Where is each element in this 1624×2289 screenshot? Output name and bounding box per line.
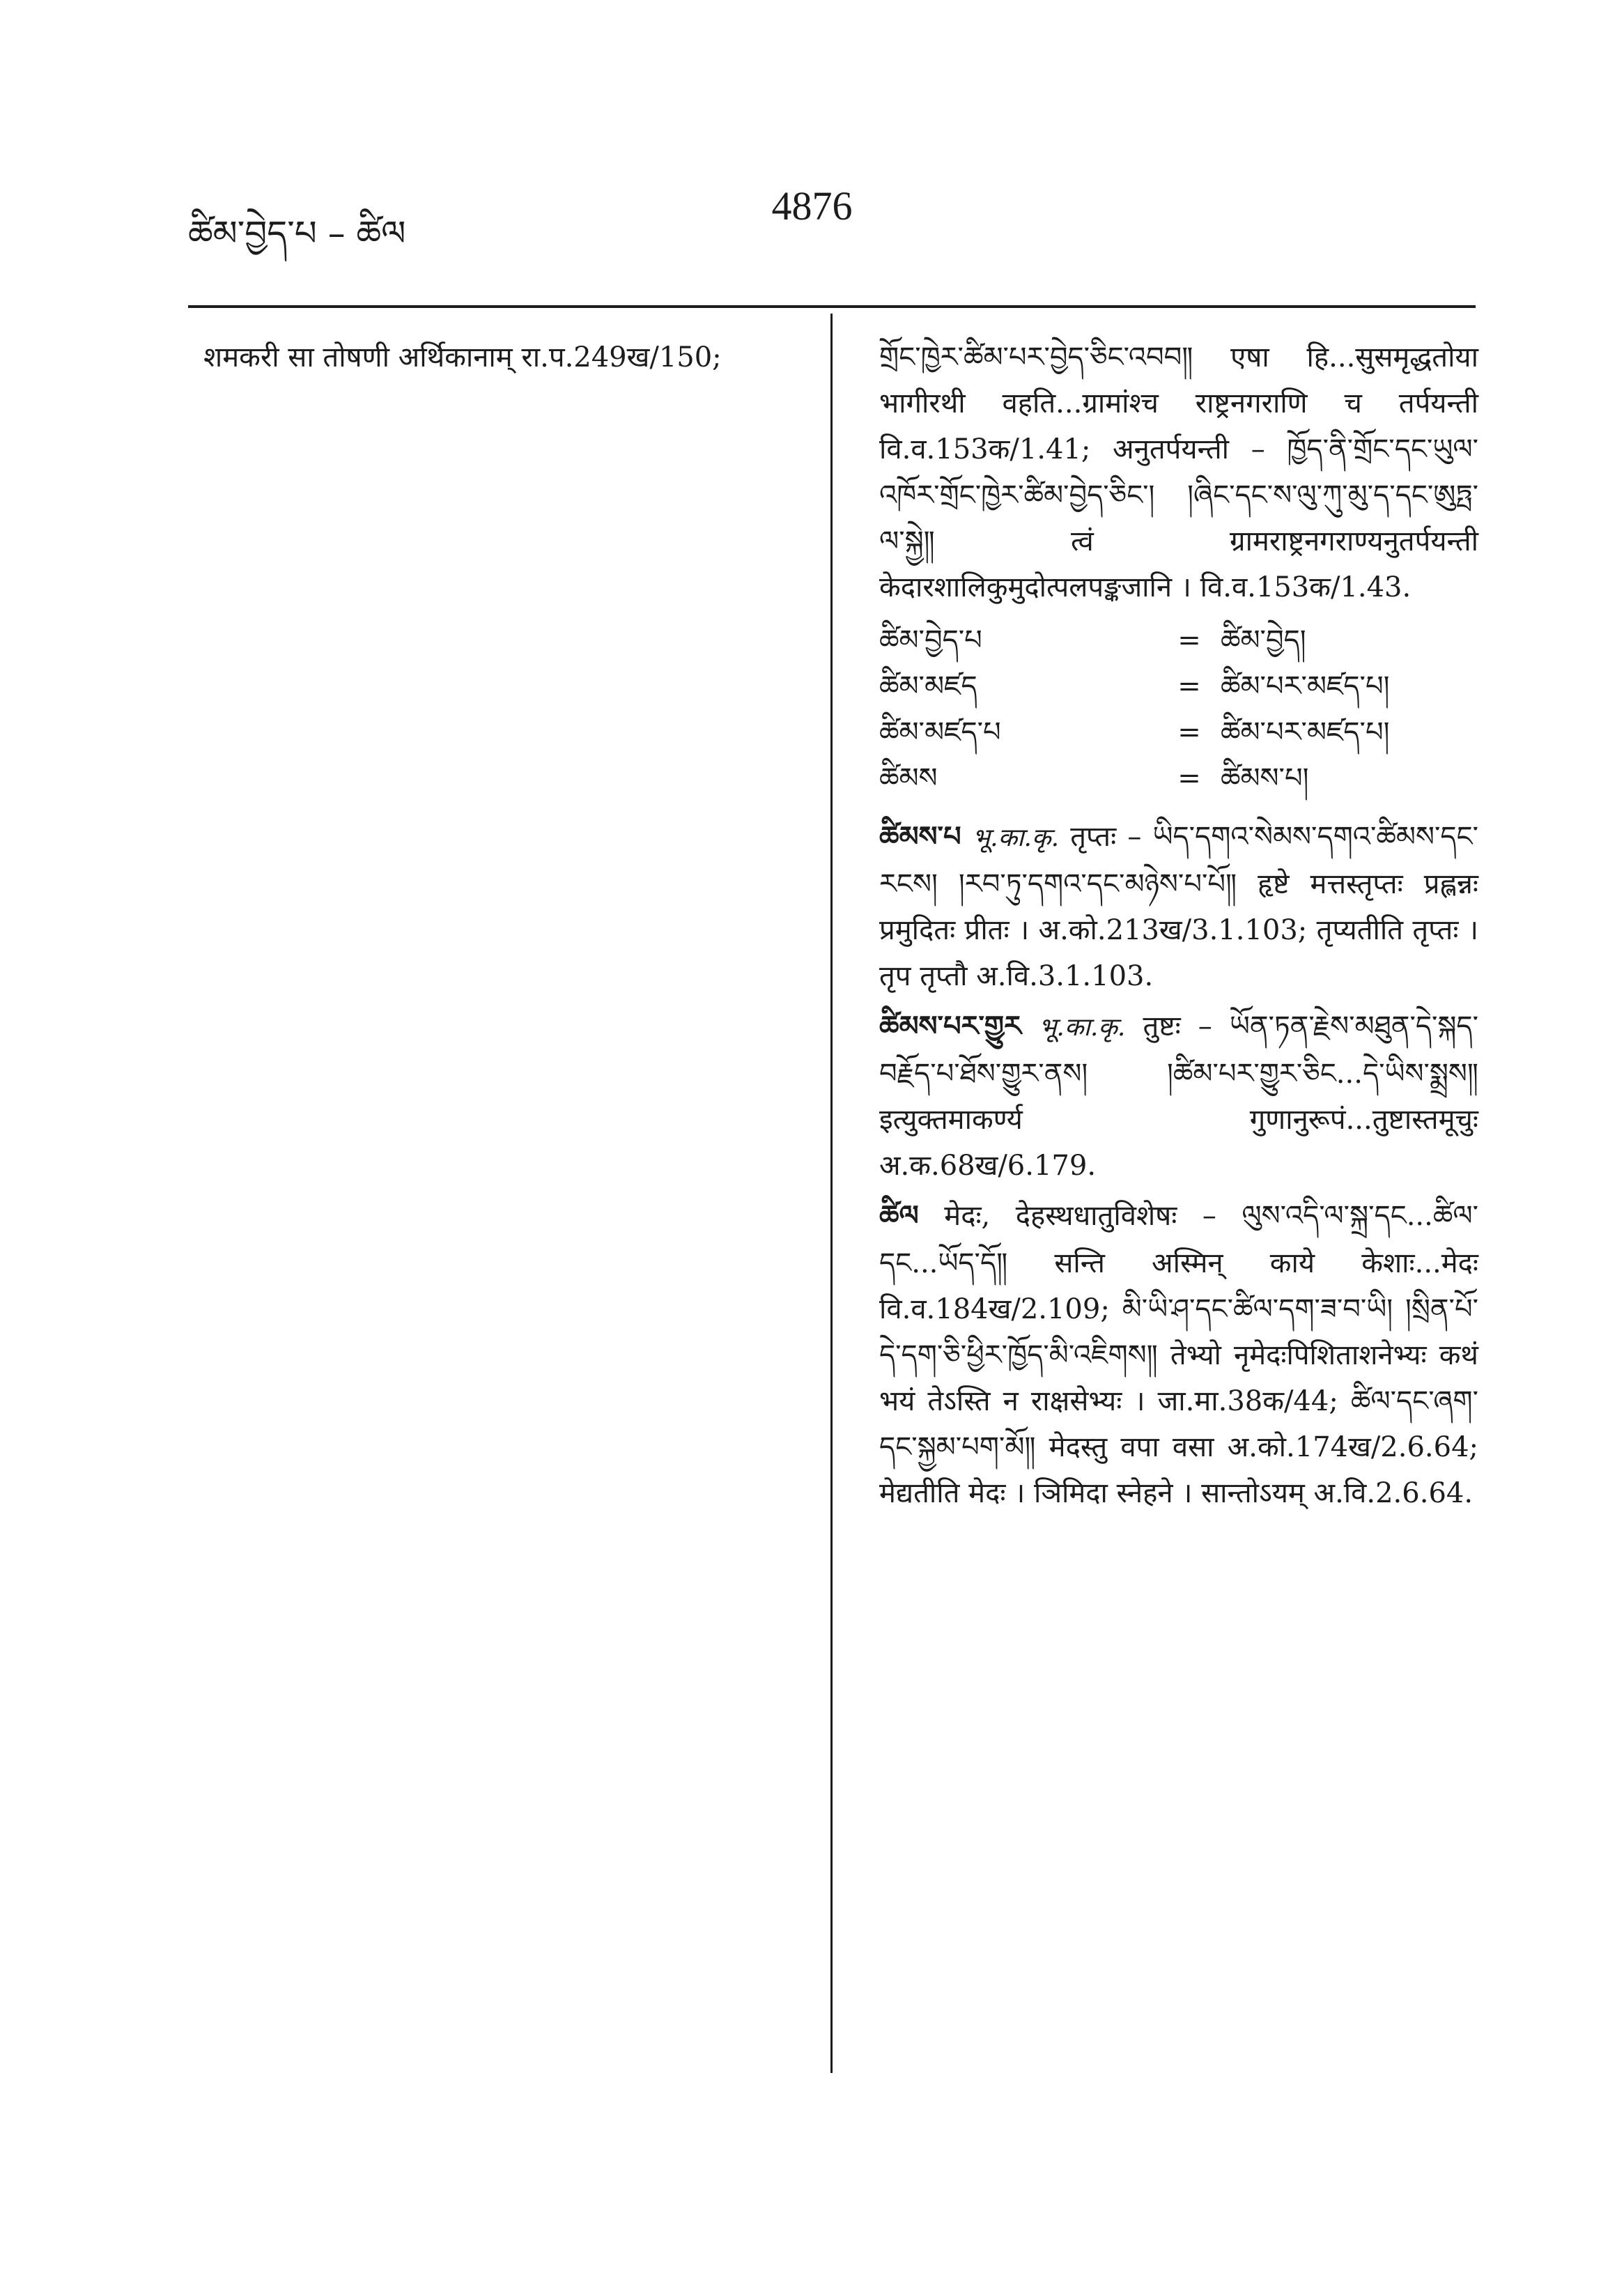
entry-grammar: भू.का.कृ. [972, 824, 1060, 852]
xref-from: ཚིམ་མཛད་པ [879, 716, 1001, 748]
entry-headword: ཚིམས་པར་གྱུར [879, 1010, 1021, 1042]
xref-equals: = [1177, 670, 1201, 702]
dictionary-entry [879, 1003, 1478, 1189]
xref-equals: = [1177, 716, 1201, 748]
xref-to: ཚིམས་པ། [1221, 762, 1309, 794]
xref-equals: = [1177, 762, 1201, 794]
header-rule [188, 305, 1476, 308]
cross-reference [879, 663, 1478, 709]
left-column [203, 334, 803, 385]
column-divider [830, 314, 833, 2073]
entry-headword: ཚིམས་པ [879, 821, 961, 853]
cross-reference [879, 755, 1478, 801]
page-number: 4876 [771, 183, 853, 229]
cross-reference-list [879, 617, 1478, 801]
entry-text: तृप्तः – ཡིད་དགའ་སེམས་དགའ་ཚིམས་དང་རངས། །རབ་ཏུ་དགའ་དང་མཉེས་པ་པོ༎ हृष्टे मत्तस्तृप्तः प्रह्लन्नः प्रमुदितः प्रीतः । अ.को.213ख/3.1.103; तृप्यतीति तृप्तः । तृप तृप्तौ अ.वि.3.1.103. [879, 821, 1478, 992]
xref-to: ཚིམ་པར་མཛད་པ། [1221, 670, 1390, 702]
cross-reference [879, 617, 1478, 663]
xref-equals: = [1177, 624, 1201, 656]
left-column-text: शमकरी सा तोषणी अर्थिकानाम् रा.प.249ख/150; [203, 341, 722, 373]
entry-text: तुष्टः – ཡོན་ཏན་རྗེས་མཐུན་དེ་སྐད་བརྗོད་པ་ཐོས་གྱུར་ནས། །ཚིམ་པར་གྱུར་ཅིང...དེ་ཡིས་སྨྲས༎ इत्युक्तमाकर्ण्य गुणानुरूपं...तुष्टास्तमूचुः अ.क.68ख/6.179. [879, 1010, 1478, 1182]
right-column [879, 334, 1478, 1520]
xref-to: ཚིམ་བྱེད། [1221, 624, 1306, 656]
entry-headword: ཚིལ [879, 1200, 919, 1232]
xref-from: ཚིམ་མཛད [879, 670, 977, 702]
page-header [188, 183, 1436, 259]
cross-reference [879, 709, 1478, 755]
dictionary-entry [879, 814, 1478, 999]
right-column-intro: གྲོང་ཁྱེར་ཚིམ་པར་བྱེད་ཅིང་འབབ༎ एषा हि...सुसमृद्धतोया भागीरथी वहति...ग्रामांश्च राष्ट्रनगराणि च तर्पयन्ती वि.व.153क/1.41; अनुतर्पयन्ती – ཁྱོད་ནི་གྲོང་དང་ཡུལ་འཁོར་གྲོང་ཁྱེར་ཚིམ་བྱེད་ཅིང་། །ཞིང་དང་ས་ལུ་ཀུ་མུ་ད་དང་ཨུཏྤ་ལ་སྐྱེ༎ त्वं ग्रामराष्ट्रनगराण्यनुतर्पयन्ती केदारशालिकुमुदोत्पलपङ्कजानि । वि.व.153क/1.43. [879, 341, 1478, 603]
dictionary-entry [879, 1193, 1478, 1516]
entry-grammar: भू.का.कृ. [1039, 1013, 1126, 1042]
running-head: ཚིམ་བྱེད་པ – ཚིལ [188, 213, 406, 254]
xref-from: ཚིམ་བྱེད་པ [879, 624, 982, 656]
xref-from: ཚིམས [879, 762, 938, 794]
xref-to: ཚིམ་པར་མཛད་པ། [1221, 716, 1390, 748]
entry-text: मेदः, देहस्थधातुविशेषः – ལུས་འདི་ལ་སྐྲ་དང...ཚིལ་དང...ཡོད་དོ༎ सन्ति अस्मिन् काये केशाः...मेदः वि.व.184ख/2.109; མི་ཡི་ཤ་དང་ཚིལ་དག་ཟ་བ་ཡི། །སྲིན་པོ་དེ་དག་ཅི་ཕྱིར་ཁྱོད་མི་འཇིགས༎ तेभ्यो नृमेदःपिशिताशनेभ्यः कथं भयं तेऽस्ति न राक्षसेभ्यः । जा.मा.38क/44; ཚིལ་དང་ཞག་དང་སྐྱམ་པག་མོ༎ मेदस्तु वपा वसा अ.को.174ख/2.6.64; मेद्यतीति मेदः । ञिमिदा स्नेहने । सान्तोऽयम् अ.वि.2.6.64. [879, 1200, 1478, 1509]
